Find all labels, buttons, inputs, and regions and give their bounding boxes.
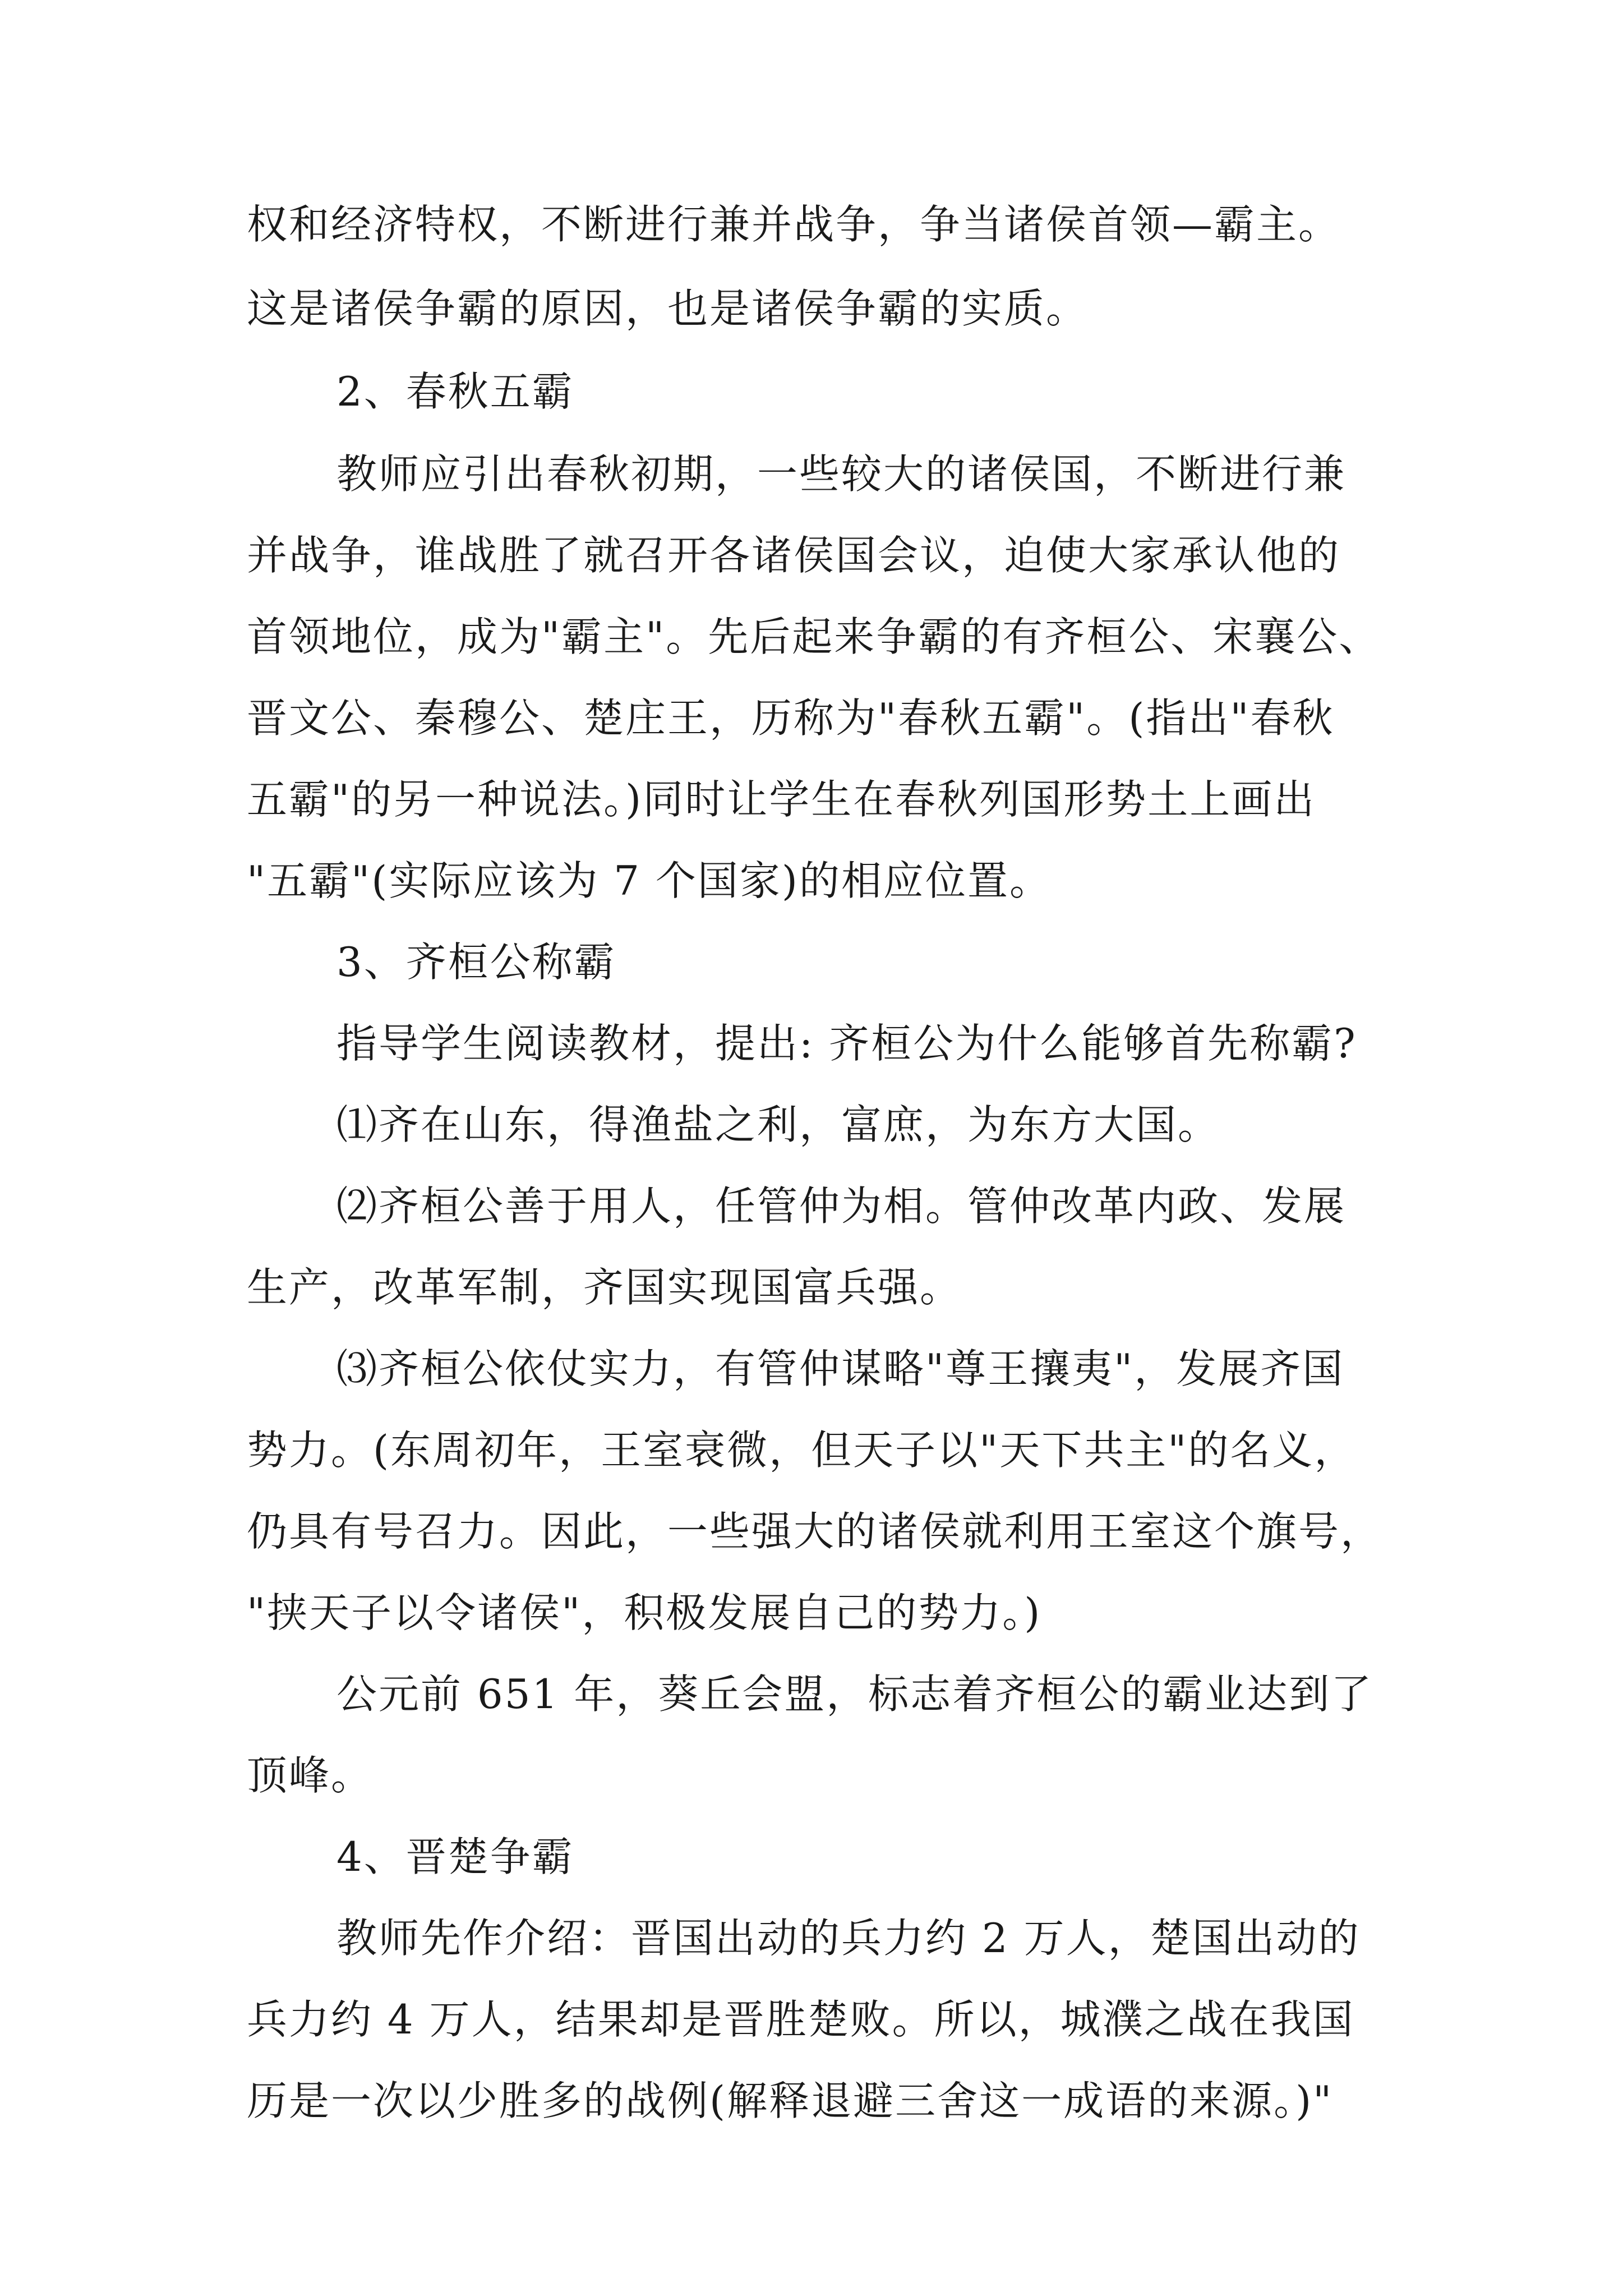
text-line: 公元前 651 年，葵丘会盟，标志着齐桓公的霸业达到了 [336, 1671, 1373, 1718]
text-line: 势力。(东周初年，王室衰微，但天子以"天下共主"的名义， [247, 1427, 1357, 1474]
text-line: 首领地位，成为"霸主"。先后起来争霸的有齐桓公、宋襄公、 [247, 613, 1381, 660]
text-line: 指导学生阅读教材，提出: 齐桓公为什么能够首先称霸? [336, 1020, 1357, 1067]
text-line: 教师应引出春秋初期，一些较大的诸侯国，不断进行兼 [336, 450, 1347, 498]
text-line: 仍具有号召力。因此，一些强大的诸侯就利用王室这个旗号， [247, 1508, 1383, 1555]
text-line: 兵力约 4 万人，结果却是晋胜楚败。所以，城濮之战在我国 [247, 1996, 1355, 2043]
text-line: 并战争，谁战胜了就召开各诸侯国会议，迫使大家承认他的 [247, 532, 1341, 579]
text-line: 五霸"的另一种说法。)同时让学生在春秋列国形势土上画出 [247, 776, 1316, 823]
section-heading: 3、齐桓公称霸 [336, 938, 616, 986]
text-line: 这是诸侯争霸的原因，也是诸侯争霸的实质。 [247, 285, 1089, 332]
text-line: "五霸"(实际应该为 7 个国家)的相应位置。 [247, 857, 1052, 904]
text-line: 晋文公、秦穆公、楚庄王，历称为"春秋五霸"。(指出"春秋 [247, 694, 1335, 742]
text-line: 生产，改革军制，齐国实现国富兵强。 [247, 1264, 962, 1311]
text-line: 权和经济特权，不断进行兼并战争，争当诸侯首领—霸主。 [247, 201, 1341, 248]
section-heading: 4、晋楚争霸 [336, 1833, 574, 1880]
text-line: ⑴齐在山东，得渔盐之利，富庶，为东方大国。 [336, 1101, 1220, 1148]
text-line: 历是一次以少胜多的战例(解释退避三舍这一成语的来源。)" [247, 2077, 1334, 2124]
text-line: ⑵齐桓公善于用人，任管仲为相。管仲改革内政、发展 [336, 1182, 1347, 1230]
text-line: "挟天子以令诸侯"，积极发展自己的势力。) [247, 1589, 1042, 1636]
section-heading: 2、春秋五霸 [336, 368, 574, 415]
text-line: ⑶齐桓公依仗实力，有管仲谋略"尊王攘夷"，发展齐国 [336, 1345, 1345, 1392]
text-line: 教师先作介绍：晋国出动的兵力约 2 万人，楚国出动的 [336, 1915, 1361, 1962]
text-line: 顶峰。 [247, 1752, 374, 1799]
